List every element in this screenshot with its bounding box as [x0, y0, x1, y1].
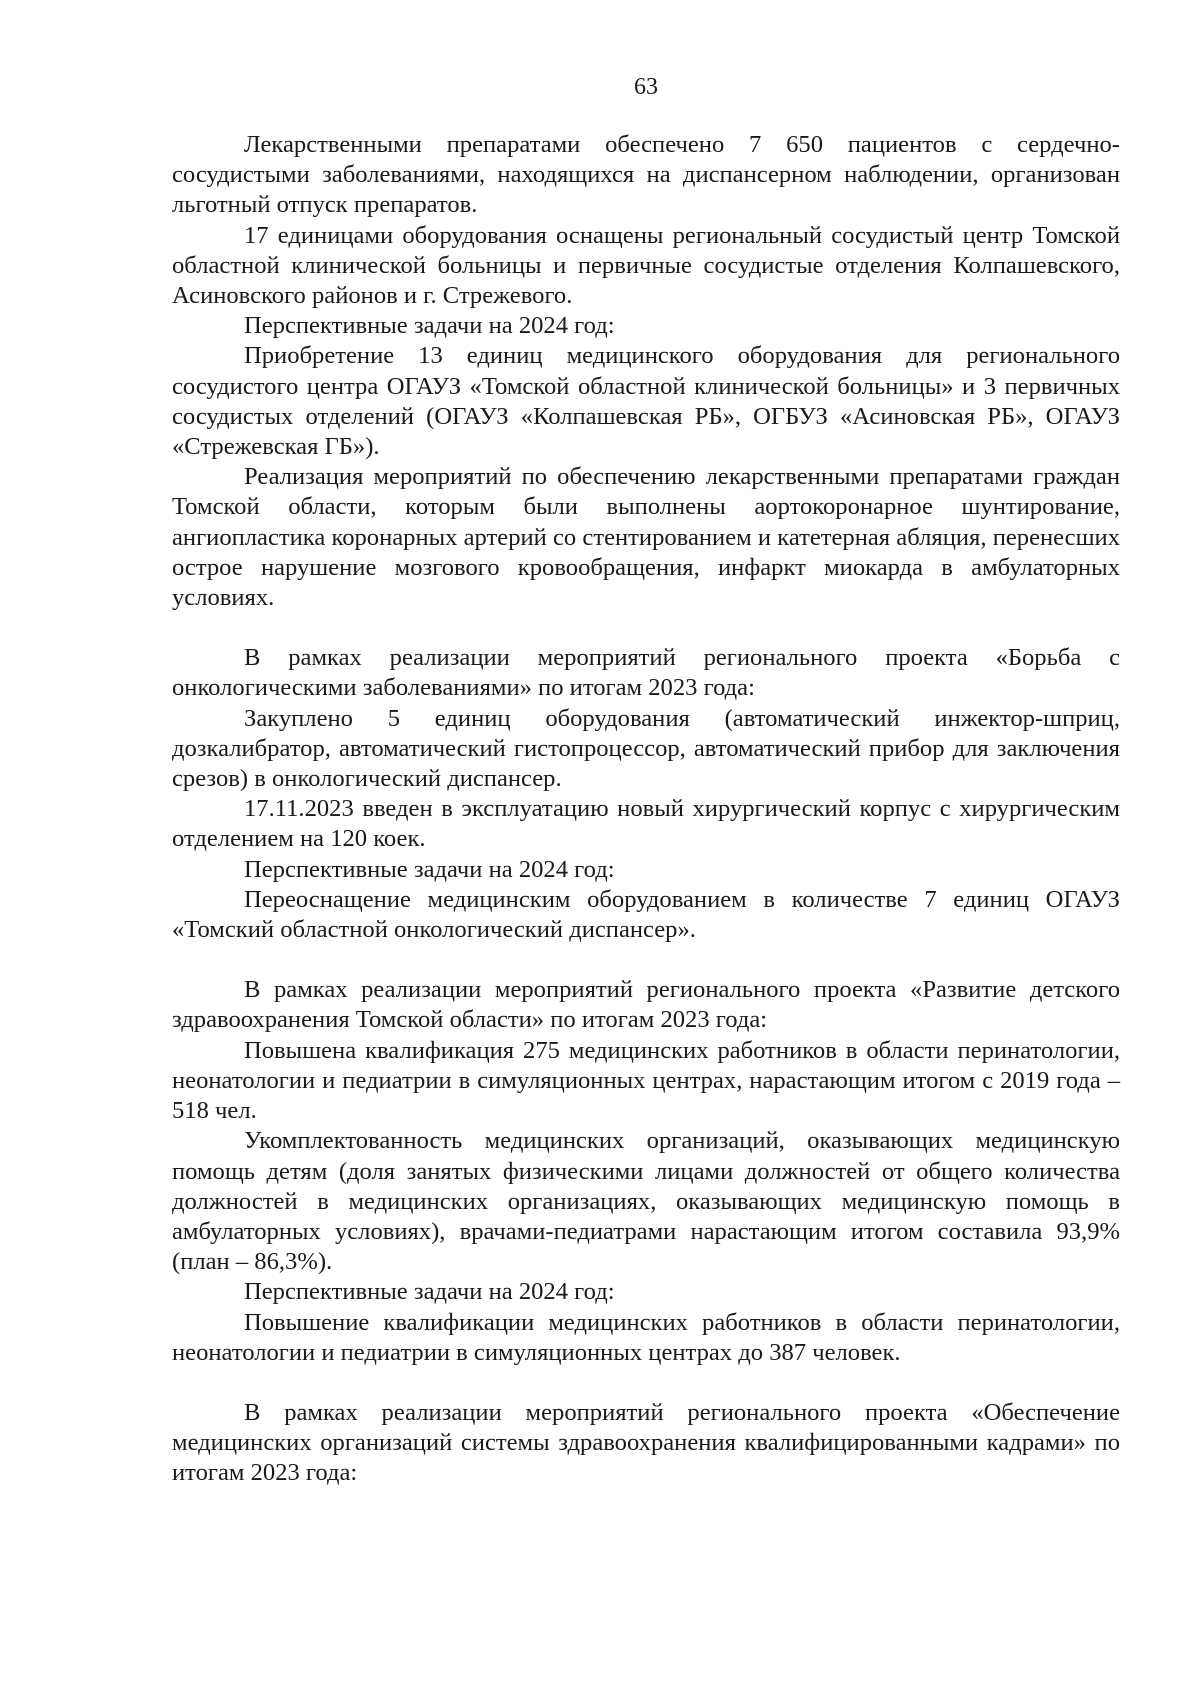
section-cardiovascular — [172, 130, 1120, 613]
document-page — [172, 0, 1120, 1698]
paragraph: Реализация мероприятий по обеспечению лекарственными препаратами граждан Томской области, которым были выполнены аортокоронарное шунтирование, ангиопластика коронарных артерий со стентированием и катетерная абляция, перенесших острое нарушение мозгового кровообращения, инфаркт миокарда в амбулаторных условиях. — [172, 463, 1120, 612]
paragraph: Приобретение 13 единиц медицинского оборудования для регионального сосудистого центра ОГАУЗ «Томской областной клинической больницы» и 3 первичных сосудистых отделений (ОГАУЗ «Колпашевская РБ», ОГБУЗ «Асиновская РБ», ОГАУЗ «Стрежевская ГБ»). — [172, 342, 1120, 461]
paragraph: Укомплектованность медицинских организаций, оказывающих медицинскую помощь детям (доля занятых физическими лицами должностей от общего количества должностей в медицинских организациях, оказывающих медицинскую помощь в амбулаторных условиях), врачами-педиатрами нарастающим итогом составила 93,9% (план – 86,3%). — [172, 1127, 1120, 1276]
paragraph: Переоснащение медицинским оборудованием в количестве 7 единиц ОГАУЗ «Томский областной онкологический диспансер». — [172, 885, 1120, 944]
paragraph: Лекарственными препаратами обеспечено 7 650 пациентов с сердечно-сосудистыми заболеваниями, находящихся на диспансерном наблюдении, организован льготный отпуск препаратов. — [172, 131, 1120, 219]
paragraph: Перспективные задачи на 2024 год: — [244, 855, 615, 883]
section-child-healthcare — [172, 975, 1120, 1368]
section-oncology — [172, 643, 1120, 945]
paragraph: 17 единицами оборудования оснащены региональный сосудистый центр Томской областной клинической больницы и первичные сосудистые отделения Колпашевского, Асиновского районов и г. Стрежевого. — [172, 221, 1120, 310]
paragraph: В рамках реализации мероприятий регионального проекта «Борьба с онкологическими заболеваниями» по итогам 2023 года: — [172, 644, 1120, 702]
document-body — [172, 130, 1120, 1489]
page-number: 63 — [634, 74, 658, 100]
paragraph: 17.11.2023 введен в эксплуатацию новый хирургический корпус с хирургическим отделением на 120 коек. — [172, 795, 1120, 853]
paragraph: Повышение квалификации медицинских работников в области перинатологии, неонатологии и педиатрии в симуляционных центрах до 387 человек. — [172, 1308, 1120, 1366]
paragraph: Повышена квалификация 275 медицинских работников в области перинатологии, неонатологии и педиатрии в симуляционных центрах, нарастающим итогом с 2019 года – 518 чел. — [172, 1036, 1120, 1125]
paragraph: Перспективные задачи на 2024 год: — [244, 312, 615, 340]
section-staffing — [172, 1398, 1120, 1489]
paragraph: В рамках реализации мероприятий регионального проекта «Развитие детского здравоохранения Томской области» по итогам 2023 года: — [172, 976, 1120, 1034]
paragraph: В рамках реализации мероприятий регионального проекта «Обеспечение медицинских организаций системы здравоохранения квалифицированными кадрами» по итогам 2023 года: — [172, 1398, 1120, 1487]
paragraph: Закуплено 5 единиц оборудования (автоматический инжектор-шприц, дозкалибратор, автоматический гистопроцессор, автоматический прибор для заключения срезов) в онкологический диспансер. — [172, 704, 1120, 793]
paragraph: Перспективные задачи на 2024 год: — [244, 1278, 615, 1306]
